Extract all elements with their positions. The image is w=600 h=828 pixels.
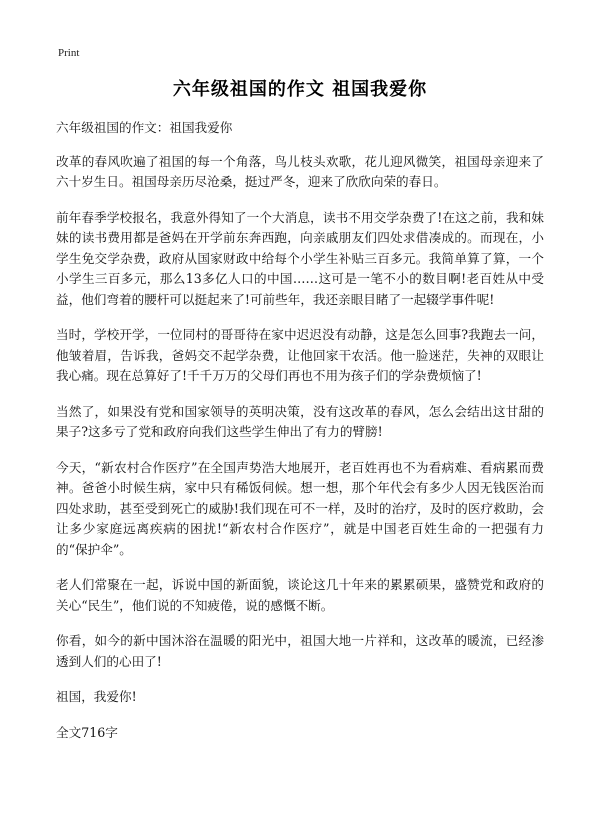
paragraph-i-love-you: 祖国，我爱你! xyxy=(56,689,137,704)
paragraph-elders: 老人们常聚在一起，诉说中国的新面貌，谈论这几十年来的累累硕果，盛赞党和政府的关心“民生”，他们说的不知疲倦，说的感慨不断。 xyxy=(56,577,544,613)
article-subtitle: 六年级祖国的作文：祖国我爱你 xyxy=(56,120,233,135)
paragraph-dropout-story: 当时，学校开学，一位同村的哥哥待在家中迟迟没有动静，这是怎么回事?我跑去一问，他皱着眉，告诉我，爸妈交不起学杂费，让他回家干农活。他一脸迷茫，失神的双眼让我心痛。现在总算好了!千千万万的父母们再也不用为孩子们的学杂费烦恼了! xyxy=(56,327,544,383)
paragraph-warm-sunshine: 你看，如今的新中国沐浴在温暖的阳光中，祖国大地一片祥和，这改革的暖流，已经渗透到人们的心田了! xyxy=(56,633,544,669)
paragraph-policy-thanks: 当然了，如果没有党和国家领导的英明决策，没有这改革的春风，怎么会结出这甘甜的果子?这多亏了党和政府向我们这些学生伸出了有力的臂膀! xyxy=(56,403,544,439)
paragraph-rural-medical: 今天，“新农村合作医疗”在全国声势浩大地展开，老百姓再也不为看病难、看病累而费神。爸爸小时候生病，家中只有稀饭伺候。想一想，那个年代会有多少人因无钱医治而四处求助，甚至受到死亡的威胁!我们现在可不一样，及时的治疗，及时的医疗救助，会让多少家庭远离疾病的困扰!“新农村合作医疗”，就是中国老百姓生命的一把强有力的“保护伞”。 xyxy=(56,459,544,557)
print-label: Print xyxy=(58,47,80,59)
page-title: 六年级祖国的作文 祖国我爱你 xyxy=(172,79,428,100)
paragraph-spring-wind: 改革的春风吹遍了祖国的每一个角落，鸟儿枝头欢歌，花儿迎风微笑，祖国母亲迎来了六十岁生日。祖国母亲历尽沧桑，挺过严冬，迎来了欣欣向荣的春日。 xyxy=(56,153,544,189)
word-count: 全文716字 xyxy=(56,724,118,740)
article-body xyxy=(56,118,544,758)
paragraph-school-fees: 前年春季学校报名，我意外得知了一个大消息，读书不用交学杂费了!在这之前，我和妹妹的读书费用都是爸妈在开学前东奔西跑，向亲戚朋友们四处求借凑成的。而现在，小学生免交学杂费，政府从国家财政中给每个小学生补贴三百多元。我简单算了算，一个小学生三百多元，那么13多亿人口的中国……这可是一笔不小的数目啊!老百姓从中受益，他们弯着的腰杆可以挺起来了!可前些年，我还亲眼目睹了一起辍学事件呢! xyxy=(56,209,544,307)
